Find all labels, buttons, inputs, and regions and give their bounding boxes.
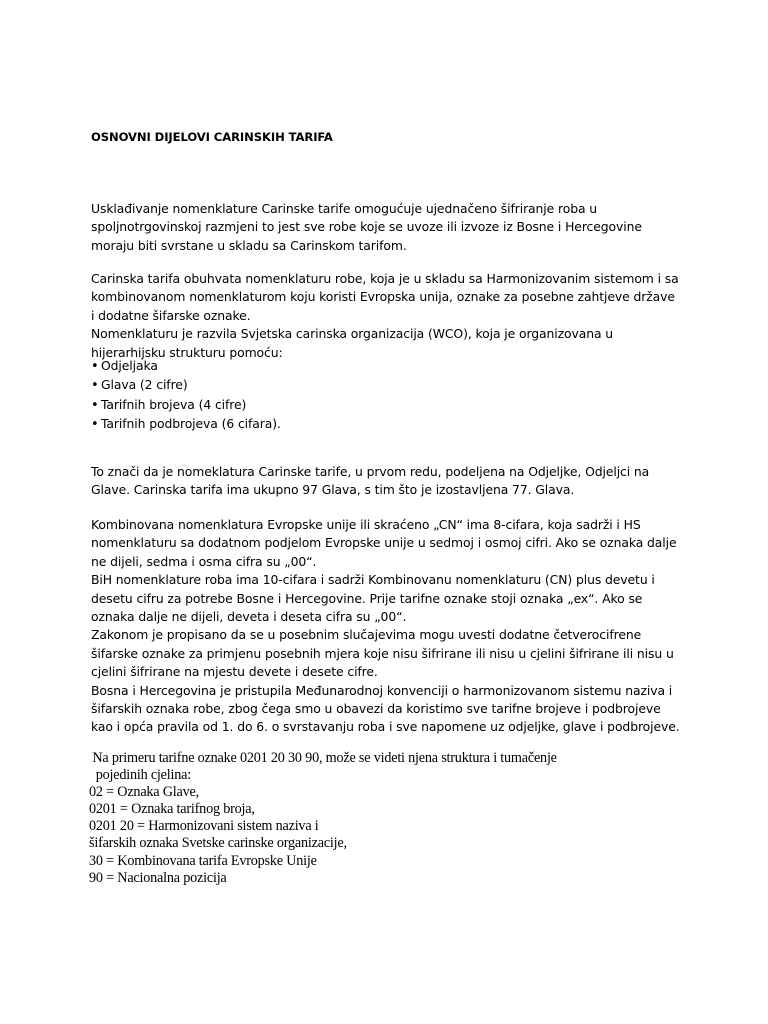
- text-line: nomenklaturu sa dodatnom podjelom Evropske unije u sedmoj i osmoj cifri. Ako se oznaka dalje: [91, 535, 677, 551]
- text-line: kao i opća pravila od 1. do 6. o svrstavanju roba i sve napomene uz odjeljke, glave i podbrojeve.: [91, 719, 680, 735]
- example-line: Na primeru tarifne oznake 0201 20 30 90, može se videti njena struktura i tumačenje: [89, 750, 557, 766]
- paragraph-harmonization: [91, 200, 691, 255]
- text-line: Carinska tarifa obuhvata nomenklaturu robe, koja je u skladu sa Harmonizovanim sistemom i sa: [91, 271, 679, 286]
- text-line: Zakonom je propisano da se u posebnim slučajevima mogu uvesti dodatne četverocifrene: [91, 627, 642, 643]
- paragraph-combined-nomenclature: [91, 516, 691, 737]
- text-line: oznaka dalje ne dijeli, deveta i deseta cifra su „00“.: [91, 609, 407, 625]
- example-line: pojedinih cjelina:: [89, 767, 191, 784]
- text-line: cjelini šifrirane na mjestu devete i desete cifre.: [91, 664, 378, 680]
- bullet-item: • Tarifnih brojeva (4 cifre): [91, 396, 691, 415]
- text-line: BiH nomenklature roba ima 10-cifara i sadrži Kombinovanu nomenklaturu (CN) plus devetu i: [91, 572, 655, 588]
- text-line: To znači da je nomeklatura Carinske tarife, u prvom redu, podeljena na Odjeljke, Odjeljci na: [91, 464, 650, 479]
- bullet-item: • Glava (2 cifre): [91, 376, 691, 395]
- text-line: i dodatne šifarske oznake.: [91, 307, 251, 323]
- text-line: Nomenklaturu je razvila Svjetska carinska organizacija (WCO), koja je organizovana u: [91, 326, 614, 342]
- example-line: 0201 20 = Harmonizovani sistem naziva i: [89, 818, 319, 835]
- document-title: OSNOVNI DIJELOVI CARINSKIH TARIFA: [91, 130, 333, 144]
- text-line: Kombinovana nomenklatura Evropske unije ili skraćeno „CN“ ima 8-cifara, koja sadrži i HS: [91, 517, 641, 532]
- bullet-item: • Odjeljaka: [91, 357, 691, 376]
- text-line: Usklađivanje nomenklature Carinske tarife omogućuje ujednačeno šifriranje roba u: [91, 201, 598, 216]
- example-line: 0201 = Oznaka tarifnog broja,: [89, 801, 255, 818]
- example-line: šifarskih oznaka Svetske carinske organizacije,: [89, 835, 347, 852]
- text-line: moraju biti svrstane u skladu sa Carinskom tarifom.: [91, 237, 407, 253]
- example-line: 30 = Kombinovana tarifa Evropske Unije: [89, 852, 317, 869]
- text-line: kombinovanom nomenklaturom koju koristi Evropska unija, oznake za posebne zahtjeve države: [91, 289, 675, 305]
- paragraph-tariff-scope: [91, 270, 691, 362]
- text-line: desetu cifru za potrebe Bosne i Hercegovine. Prije tarifne oznake stoji oznaka „ex“. Ako se: [91, 590, 643, 606]
- text-line: ne dijeli, sedma i osma cifra su „00“.: [91, 553, 317, 569]
- text-line: spoljnotrgovinskoj razmjeni to jest sve robe koje se uvoze ili izvoze iz Bosne i Hercegovine: [91, 219, 642, 235]
- text-line: šifarske oznake za primjenu posebnih mjera koje nisu šifrirane ili nisu u cjelini šifrirane ili nisu u: [91, 645, 674, 661]
- text-line: hijerarhijsku strukturu pomoću:: [91, 344, 283, 360]
- example-line: 90 = Nacionalna pozicija: [89, 869, 227, 886]
- hierarchy-bullet-list: [91, 357, 691, 435]
- text-line: Bosna i Hercegovina je pristupila Međunarodnoj konvenciji o harmonizovanom sistemu naziva i: [91, 682, 673, 698]
- tariff-code-example: [89, 750, 689, 887]
- paragraph-chapters: [91, 463, 691, 500]
- text-line: Glave. Carinska tarifa ima ukupno 97 Glava, s tim što je izostavljena 77. Glava.: [91, 482, 575, 498]
- bullet-item: • Tarifnih podbrojeva (6 cifara).: [91, 415, 691, 434]
- text-line: šifarskih oznaka robe, zbog čega smo u obavezi da koristimo sve tarifne brojeve i podbrojeve: [91, 701, 661, 717]
- example-line: 02 = Oznaka Glave,: [89, 784, 199, 801]
